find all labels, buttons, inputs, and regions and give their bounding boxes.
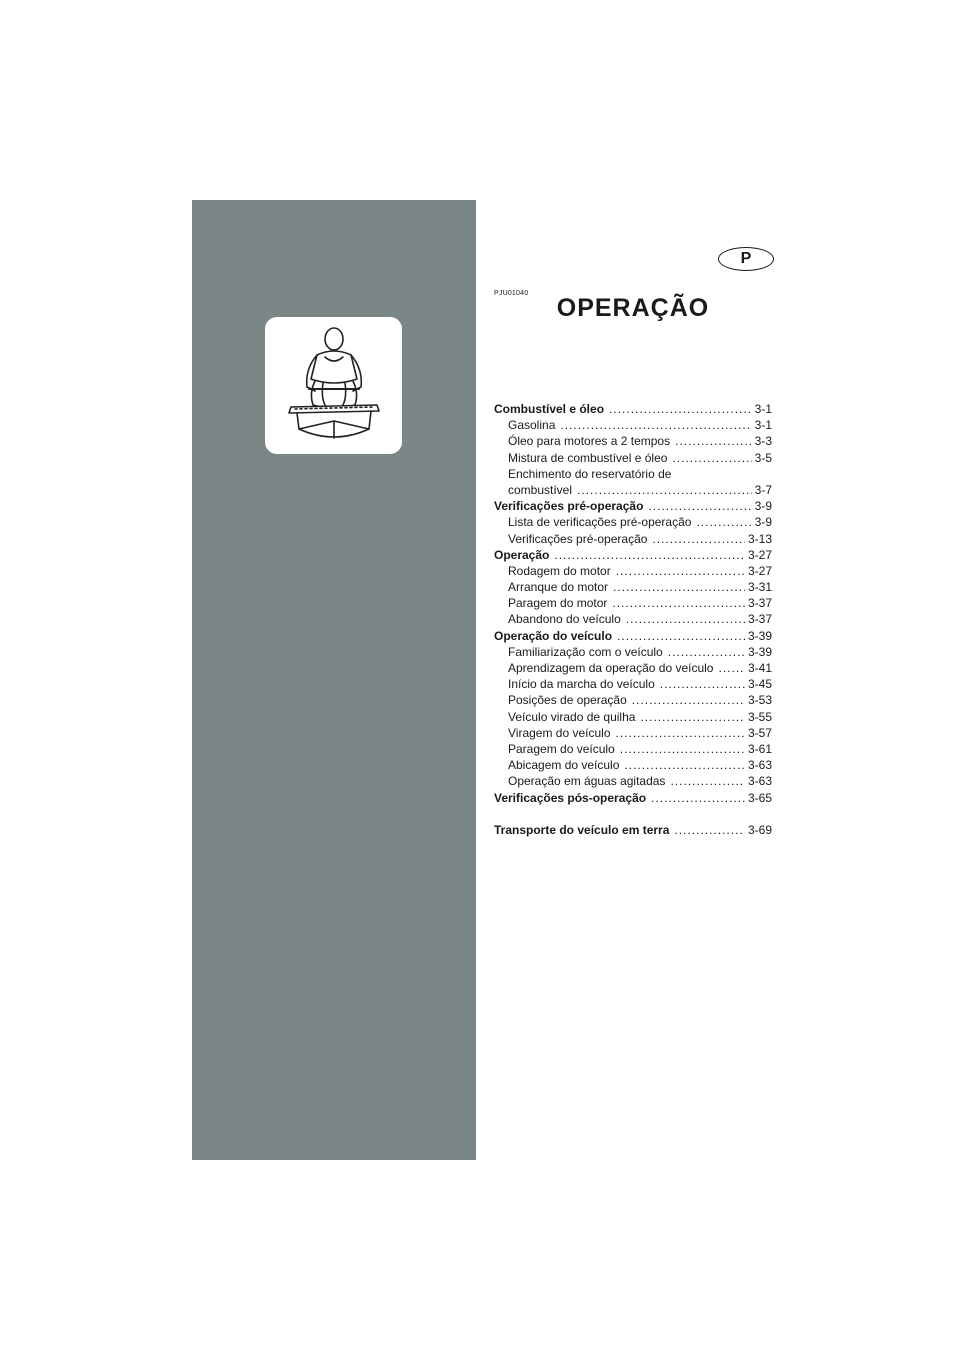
toc-entry-label: Operação em águas agitadas — [508, 774, 666, 789]
toc-entry-page: 3-5 — [754, 450, 772, 465]
toc-entry[interactable] — [494, 514, 772, 530]
toc-leader-dots — [624, 757, 745, 773]
toc-leader-dots — [632, 692, 745, 708]
toc-entry-page: 3-9 — [754, 515, 772, 530]
watercraft-rider-icon — [265, 317, 402, 454]
toc-leader-dots — [620, 741, 745, 757]
toc-leader-dots — [696, 514, 751, 530]
toc-leader-dots — [668, 644, 745, 660]
toc-entry[interactable] — [494, 741, 772, 757]
toc-entry[interactable] — [494, 482, 772, 498]
toc-entry-page: 3-1 — [754, 418, 772, 433]
toc-entry-page: 3-3 — [754, 434, 772, 449]
toc-entry-label: Verificações pós-operação — [494, 790, 647, 805]
toc-entry-label: Arranque do motor — [508, 580, 609, 595]
toc-entry-page: 3-37 — [747, 596, 772, 611]
toc-entry[interactable] — [494, 709, 772, 725]
toc-entry-page: 3-55 — [747, 709, 772, 724]
toc-entry-page: 3-63 — [747, 758, 772, 773]
toc-entry-page: 3-31 — [747, 580, 772, 595]
toc-entry[interactable] — [494, 579, 772, 595]
language-badge: P — [718, 247, 774, 271]
toc-entry-label: Início da marcha do veículo — [508, 677, 655, 692]
toc-leader-dots — [560, 417, 751, 433]
toc-entry-label: Abandono do veículo — [508, 612, 621, 627]
toc-entry-label: Verificações pré-operação — [494, 499, 644, 514]
toc-entry[interactable] — [494, 757, 772, 773]
toc-entry-page: 3-57 — [747, 725, 772, 740]
toc-entry[interactable] — [494, 547, 772, 563]
toc-entry-page: 3-41 — [747, 661, 772, 675]
toc-leader-dots — [612, 595, 745, 611]
toc-entry[interactable] — [494, 433, 772, 449]
toc-entry[interactable] — [494, 466, 772, 482]
toc-leader-dots — [660, 676, 745, 692]
toc-entry-page: 3-39 — [747, 628, 772, 643]
toc-entry-page: 3-61 — [747, 741, 772, 756]
toc-entry[interactable] — [494, 644, 772, 660]
toc-leader-dots — [652, 531, 745, 547]
toc-entry-page: 3-13 — [747, 531, 772, 546]
toc-leader-dots — [617, 628, 745, 644]
toc-entry[interactable] — [494, 773, 772, 789]
toc-leader-dots — [640, 709, 745, 725]
toc-entry[interactable] — [494, 628, 772, 644]
toc-entry-page: 3-1 — [754, 402, 772, 416]
toc-entry[interactable] — [494, 725, 772, 741]
toc-entry-label: Mistura de combustível e óleo — [508, 450, 668, 465]
toc-leader-dots — [648, 498, 751, 514]
page-title: OPERAÇÃO — [556, 294, 710, 322]
toc-leader-dots — [672, 450, 751, 466]
toc-leader-dots — [626, 611, 745, 627]
toc-entry[interactable] — [494, 595, 772, 611]
toc-entry-label: Gasolina — [508, 418, 556, 433]
toc-entry-page: 3-63 — [747, 774, 772, 789]
toc-entry-label: Aprendizagem da operação do veículo — [508, 661, 714, 675]
toc-entry[interactable] — [494, 563, 772, 579]
toc-leader-dots — [675, 433, 752, 449]
toc-entry[interactable] — [494, 692, 772, 708]
toc-entry[interactable] — [494, 660, 772, 676]
table-of-contents — [494, 401, 772, 838]
toc-entry-label: Transporte do veículo em terra — [494, 822, 670, 837]
toc-entry-page: 3-39 — [747, 644, 772, 659]
toc-entry-label: Operação do veículo — [494, 628, 613, 643]
toc-entry-label: Familiarização com o veículo — [508, 644, 663, 659]
toc-entry-page: 3-27 — [747, 563, 772, 578]
toc-entry[interactable] — [494, 676, 772, 692]
toc-entry-label: Abicagem do veículo — [508, 758, 620, 773]
toc-entry-page: 3-53 — [747, 693, 772, 708]
toc-entry-label: Rodagem do motor — [508, 563, 611, 578]
toc-entry-label: Combustível e óleo — [494, 402, 605, 416]
toc-entry-page: 3-37 — [747, 612, 772, 627]
toc-leader-dots — [554, 547, 745, 563]
toc-entry-label: Óleo para motores a 2 tempos — [508, 434, 671, 449]
chapter-illustration — [265, 317, 402, 454]
toc-entry[interactable] — [494, 498, 772, 514]
toc-entry-page: 3-45 — [747, 677, 772, 692]
toc-entry[interactable] — [494, 822, 772, 838]
toc-entry-label: Paragem do veículo — [508, 741, 615, 756]
toc-entry-label: Operação — [494, 547, 550, 562]
toc-entry-label: Posições de operação — [508, 693, 627, 708]
toc-entry-page: 3-7 — [754, 482, 772, 497]
toc-leader-dots — [616, 563, 745, 579]
toc-entry-page: 3-9 — [754, 499, 772, 514]
toc-entry[interactable] — [494, 611, 772, 627]
toc-entry-label: Veículo virado de quilha — [508, 709, 636, 724]
toc-entry-label: Paragem do motor — [508, 596, 608, 611]
toc-leader-dots — [609, 401, 752, 417]
toc-entry[interactable] — [494, 401, 772, 417]
toc-entry[interactable] — [494, 790, 772, 806]
toc-entry-label: Enchimento do reservatório de — [508, 466, 672, 481]
toc-leader-dots — [718, 660, 744, 676]
toc-entry-label: Viragem do veículo — [508, 725, 611, 740]
toc-leader-dots — [651, 790, 745, 806]
toc-entry-label: combustível — [508, 482, 573, 497]
toc-entry[interactable] — [494, 450, 772, 466]
toc-entry-page: 3-65 — [747, 790, 772, 805]
toc-leader-dots — [670, 773, 745, 789]
toc-leader-dots — [674, 822, 745, 838]
toc-entry[interactable] — [494, 531, 772, 547]
toc-entry[interactable] — [494, 417, 772, 433]
toc-leader-dots — [613, 579, 745, 595]
toc-entry-page: 3-27 — [747, 547, 772, 562]
toc-entry-page: 3-69 — [747, 822, 772, 837]
document-code: PJU01040 — [494, 290, 529, 297]
toc-leader-dots — [616, 725, 745, 741]
toc-leader-dots — [577, 482, 752, 498]
toc-entry-label: Verificações pré-operação — [508, 531, 648, 546]
toc-entry-label: Lista de verificações pré-operação — [508, 515, 692, 530]
